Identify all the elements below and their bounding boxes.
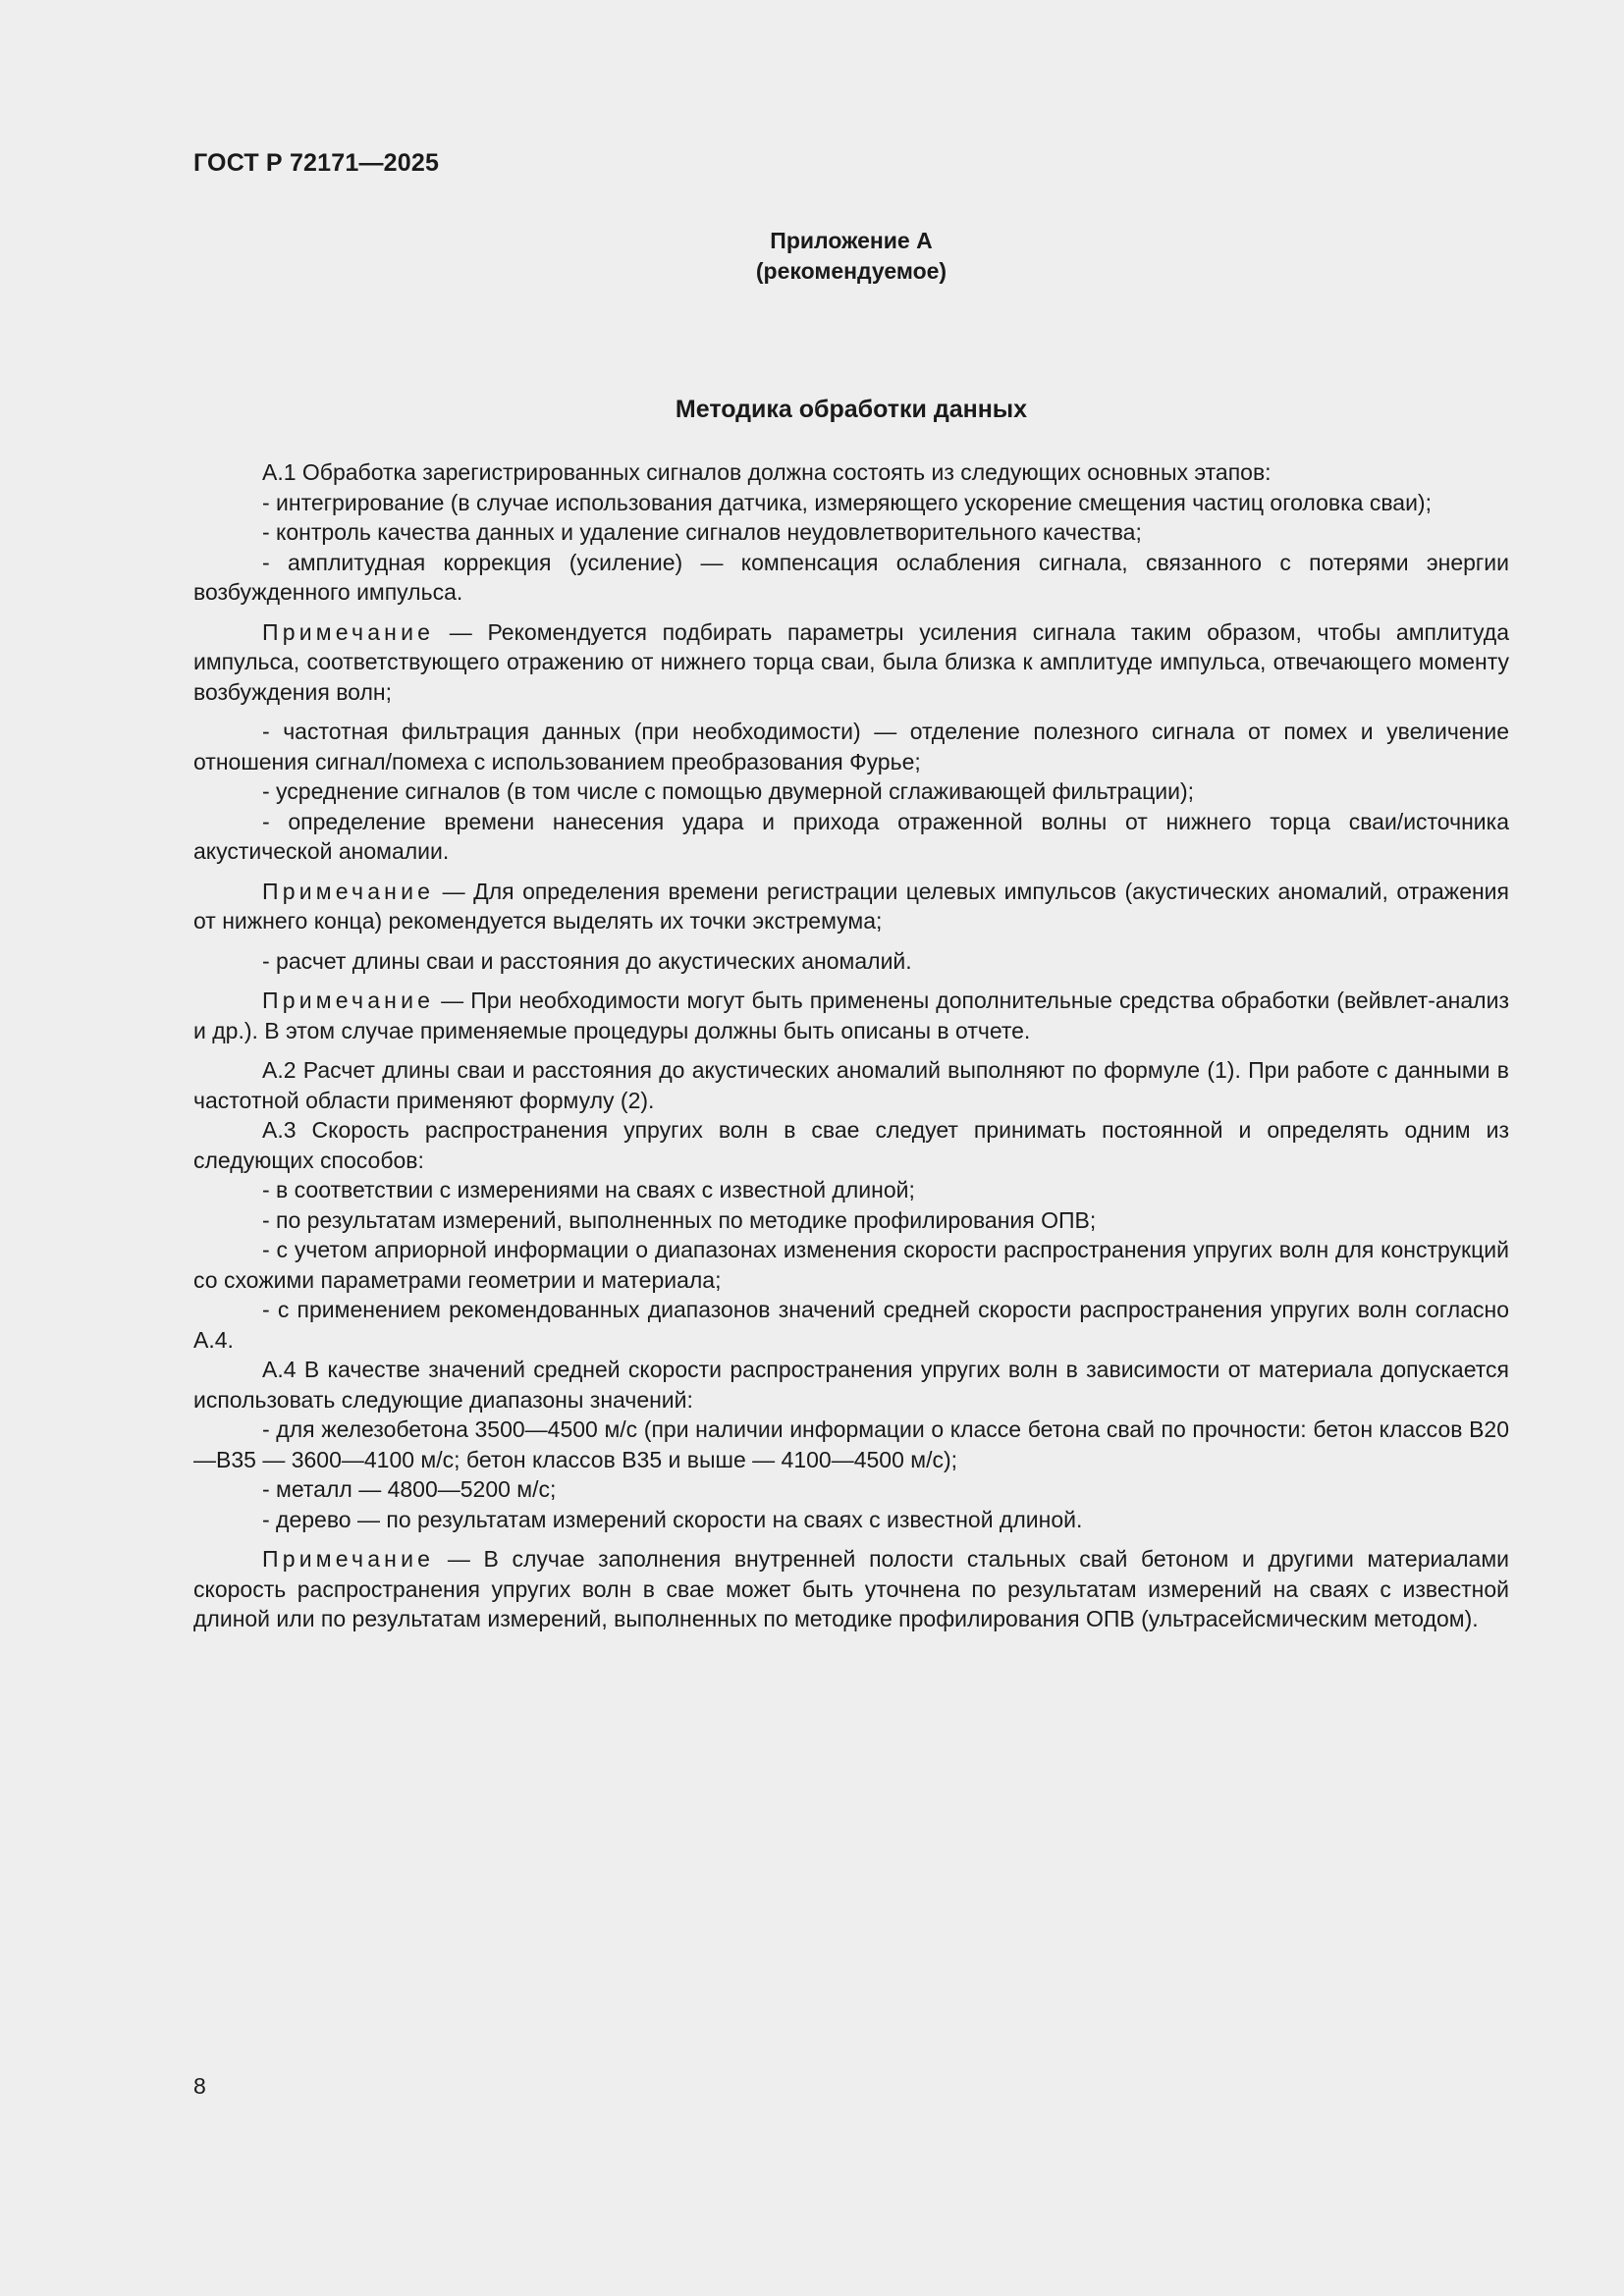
section-title: Методика обработки данных — [675, 396, 1028, 423]
note-text: — При необходимости могут быть применены дополнительные средства обработки (вейвлет-анализ и др.). В этом случае применяемые процедуры должны быть описаны в отчете. — [193, 988, 1509, 1043]
paragraph-a4: А.4 В качестве значений средней скорости распространения упругих волн в зависимости от материала допускается использовать следующие диапазоны значений: — [193, 1357, 1509, 1413]
paragraph-a1: А.1 Обработка зарегистрированных сигналов должна состоять из следующих основных этапов: — [262, 459, 1272, 485]
list-item-metal: - металл — 4800—5200 м/с; — [262, 1476, 557, 1502]
page-number: 8 — [193, 2073, 206, 2099]
list-item-integration: - интегрирование (в случае использования датчика, измеряющего ускорение смещения частиц оголовка сваи); — [262, 489, 1432, 515]
note-4 — [193, 1544, 1509, 1634]
list-item-length-calculation: - расчет длины сваи и расстояния до акустических аномалий. — [262, 947, 912, 974]
list-item-known-length: - в соответствии с измерениями на сваях с известной длиной; — [262, 1177, 915, 1202]
note-label: Примечание — [262, 988, 435, 1013]
appendix-heading — [193, 226, 1509, 287]
note-label: Примечание — [262, 1546, 435, 1572]
note-3 — [193, 986, 1509, 1045]
document-code: ГОСТ Р 72171—2025 — [193, 149, 440, 177]
list-item-recommended-ranges: - с применением рекомендованных диапазонов значений средней скорости распространения упругих волн согласно А.4. — [193, 1297, 1509, 1353]
document-body — [193, 457, 1509, 1634]
list-item-quality-control: - контроль качества данных и удаление сигналов неудовлетворительного качества; — [262, 519, 1142, 545]
note-text: — В случае заполнения внутренней полости стальных свай бетоном и другими материалами скорость распространения упругих волн в свае может быть уточнена по результатам измерений на сваях с известной длиной или по результатам измерений, выполненных по методике профилирования ОПВ (ультрасейсмическим методом). — [193, 1546, 1509, 1631]
appendix-status: (рекомендуемое) — [755, 258, 947, 284]
note-label: Примечание — [262, 878, 435, 904]
paragraph-a3: А.3 Скорость распространения упругих волн в свае следует принимать постоянной и определять одним из следующих способов: — [193, 1117, 1509, 1173]
list-item-frequency-filtering: - частотная фильтрация данных (при необходимости) — отделение полезного сигнала от помех и увеличение отношения сигнал/помеха с использованием преобразования Фурье; — [193, 719, 1509, 774]
note-label: Примечание — [262, 618, 435, 645]
note-text: — Для определения времени регистрации целевых импульсов (акустических аномалий, отражения от нижнего конца) рекомендуется выделять их точки экстремума; — [193, 878, 1509, 934]
list-item-reinforced-concrete: - для железобетона 3500—4500 м/с (при наличии информации о классе бетона свай по прочности: бетон классов В20—В35 — 3600—4100 м/с; бетон классов В35 и выше — 4100—4500 м/с); — [193, 1416, 1509, 1472]
list-item-a-priori: - с учетом априорной информации о диапазонах изменения скорости распространения упругих волн для конструкций со схожими параметрами геометрии и материала; — [193, 1237, 1509, 1293]
note-text: — Рекомендуется подбирать параметры усиления сигнала таким образом, чтобы амплитуда импульса, соответствующего отражению от нижнего торца сваи, была близка к амплитуде импульса, отвечающего моменту возбуждения волн; — [193, 618, 1509, 705]
note-2 — [193, 877, 1509, 936]
note-1 — [193, 617, 1509, 708]
paragraph-a2: А.2 Расчет длины сваи и расстояния до акустических аномалий выполняют по формуле (1). При работе с данными в частотной области применяют формулу (2). — [193, 1057, 1509, 1113]
appendix-label: Приложение А — [770, 228, 933, 253]
list-item-amplitude-correction: - амплитудная коррекция (усиление) — компенсация ослабления сигнала, связанного с потерями энергии возбужденного импульса. — [193, 549, 1509, 605]
list-item-timing: - определение времени нанесения удара и прихода отраженной волны от нижнего торца сваи/источника акустической аномалии. — [193, 808, 1509, 864]
list-item-profiling: - по результатам измерений, выполненных по методике профилирования ОПВ; — [262, 1206, 1097, 1233]
list-item-averaging: - усреднение сигналов (в том числе с помощью двумерной сглаживающей фильтрации); — [262, 778, 1195, 804]
list-item-wood: - дерево — по результатам измерений скорости на сваях с известной длиной. — [262, 1506, 1083, 1532]
